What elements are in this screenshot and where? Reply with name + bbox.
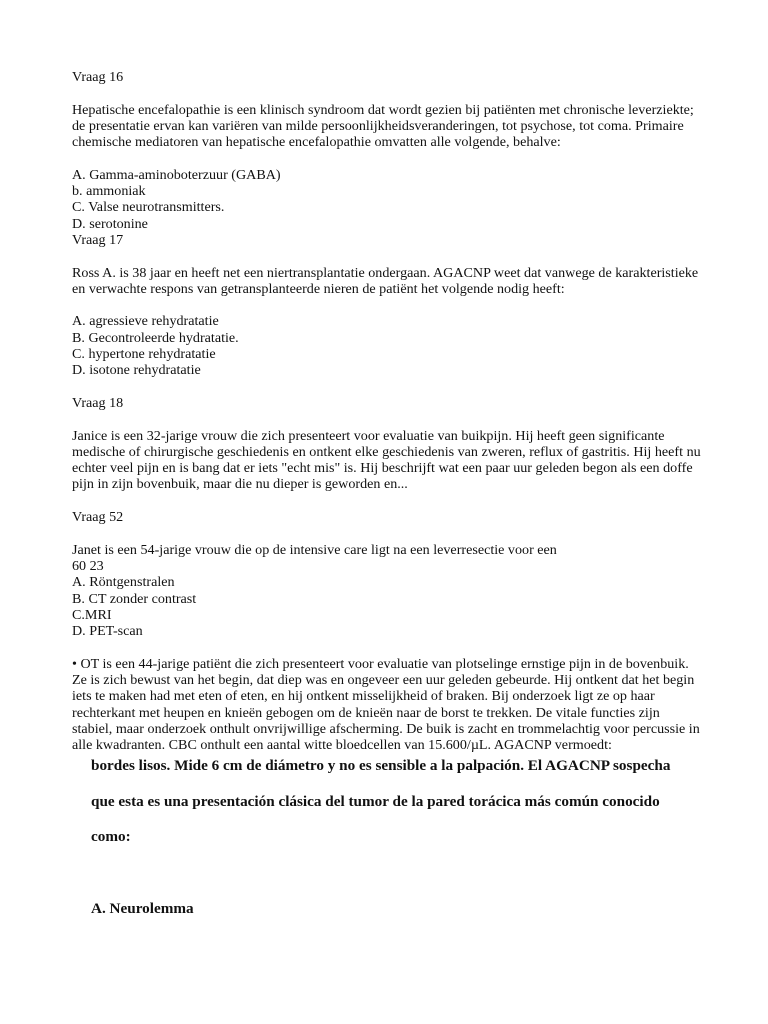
question-stem-line: Ross A. is 38 jaar en heeft net een niertransplantatie ondergaan. AGACNP weet dat vanwege de karakteristieke	[72, 264, 699, 281]
question-stem-line: 60 23	[72, 557, 104, 574]
answer-option: A. Gamma-aminoboterzuur (GABA)	[72, 166, 281, 183]
case-text-line: iets te maken had met eten of eten, en hij ontkent misselijkheid of braken. Bij onderzoek ligt ze op haar	[72, 688, 655, 705]
question-stem-line: Hepatische encefalopathie is een klinisch syndroom dat wordt gezien bij patiënten met chronische leverziekte;	[72, 101, 694, 118]
answer-option: D. PET-scan	[72, 623, 143, 640]
question-heading: Vraag 18	[72, 394, 124, 411]
question-heading: Vraag 17	[72, 231, 124, 248]
answer-option: D. serotonine	[72, 215, 148, 232]
question-stem-line: medische of chirurgische geschiedenis en ontkent elke geschiedenis van zweren, reflux of gastritis. Hij heeft nu	[72, 443, 701, 460]
question-stem-line: pijn in zijn bovenbuik, maar die nu dieper is geworden en...	[72, 476, 408, 493]
bold-text-line: que esta es una presentación clásica del tumor de la pared torácica más común conocido	[91, 792, 660, 810]
answer-option: A. Neurolemma	[91, 900, 194, 917]
case-text-line: alle kwadranten. CBC onthult een aantal witte bloedcellen van 15.600/µL. AGACNP vermoedt:	[72, 737, 612, 754]
answer-option: C. Valse neurotransmitters.	[72, 199, 225, 216]
bold-text-line: bordes lisos. Mide 6 cm de diámetro y no es sensible a la palpación. El AGACNP sospecha	[91, 757, 671, 774]
case-text-line: rechterkant met heupen en knieën gebogen om de knieën naar de borst te trekken. De vitale functies zijn	[72, 704, 660, 721]
answer-option: B. Gecontroleerde hydratatie.	[72, 329, 239, 346]
answer-option: B. CT zonder contrast	[72, 590, 197, 607]
case-text-line: Ze is zich bewust van het begin, dat diep was en ongeveer een uur geleden gebeurde. Hij ontkent dat het begin	[72, 671, 695, 688]
question-heading: Vraag 16	[72, 69, 124, 85]
bold-text-line: como:	[91, 828, 131, 846]
answer-option: b. ammoniak	[72, 183, 146, 200]
question-heading: Vraag 52	[72, 509, 124, 526]
answer-option: C.MRI	[72, 606, 112, 623]
question-stem-line: chemische mediatoren van hepatische encefalopathie omvatten alle volgende, behalve:	[72, 134, 561, 151]
answer-option: C. hypertone rehydratatie	[72, 346, 216, 363]
answer-option: D. isotone rehydratatie	[72, 362, 201, 379]
case-text-line: • OT is een 44-jarige patiënt die zich presenteert voor evaluatie van plotselinge ernstige pijn in de bovenbuik.	[72, 655, 689, 672]
question-stem-line: Janice is een 32-jarige vrouw die zich presenteert voor evaluatie van buikpijn. Hij heeft geen significante	[72, 427, 665, 444]
question-stem-line: echter veel pijn en is bang dat er iets "echt mis" is. Hij beschrijft wat een paar uur geleden begon als een doffe	[72, 460, 693, 477]
question-16	[72, 69, 701, 754]
question-stem-line: en verwachte respons van getransplanteerde nieren de patiënt het volgende nodig heeft:	[72, 280, 565, 297]
question-stem-line: Janet is een 54-jarige vrouw die op de intensive care ligt na een leverresectie voor een	[72, 541, 557, 558]
question-stem-line: de presentatie ervan kan variëren van milde persoonlijkheidsveranderingen, tot psychose, tot coma. Primaire	[72, 117, 684, 134]
answer-option: A. Röntgenstralen	[72, 574, 175, 591]
case-text-line: stabiel, maar onderzoek onthult onvrijwillige afscherming. De buik is zacht en trommelachtig voor percussie in	[72, 720, 700, 737]
answer-option: A. agressieve rehydratatie	[72, 313, 219, 330]
spanish-option	[91, 900, 731, 918]
spanish-fragment	[91, 757, 731, 864]
